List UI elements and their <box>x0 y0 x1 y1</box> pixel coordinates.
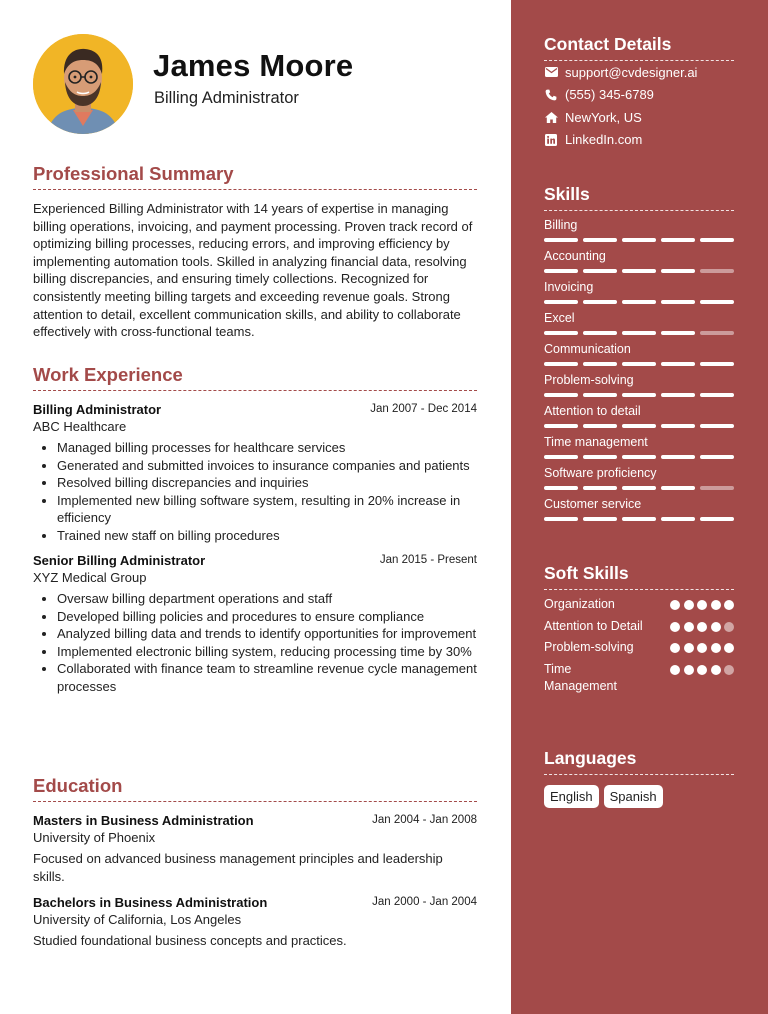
skill-level-segment <box>583 393 617 397</box>
job-title: Billing Administrator <box>33 402 162 417</box>
skill-level-segment <box>700 238 734 242</box>
skill-name: Excel <box>544 311 575 325</box>
contact-heading: Contact Details <box>544 34 734 61</box>
skills-section <box>544 184 734 521</box>
skill-level-segment <box>622 424 656 428</box>
skill-level-segment <box>661 424 695 428</box>
job-dates: Jan 2007 - Dec 2014 <box>370 403 477 415</box>
rating-dot <box>684 665 694 675</box>
job-bullet: • Implemented new billing software system, resulting in 20% increase in efficiency <box>57 492 477 527</box>
job-bullets <box>33 590 477 695</box>
job-bullet: • Collaborated with finance team to streamline revenue cycle management processes <box>57 660 477 695</box>
soft-skills-heading: Soft Skills <box>544 563 734 590</box>
job-bullet: • Trained new staff on billing procedures <box>57 527 477 545</box>
rating-dot <box>670 600 680 610</box>
contact-linkedin[interactable] <box>544 129 734 152</box>
skill-level-segment <box>544 362 578 366</box>
rating-dot <box>697 643 707 653</box>
skill-level-segment <box>661 300 695 304</box>
experience-section <box>33 364 477 695</box>
job-bullet: • Oversaw billing department operations and staff <box>57 590 477 608</box>
skill-item <box>544 496 734 521</box>
skill-level-segment <box>700 517 734 521</box>
skill-item <box>544 341 734 366</box>
job-company: ABC Healthcare <box>33 419 127 434</box>
job-bullet: • Implemented electronic billing system, reducing processing time by 30% <box>57 643 477 661</box>
skill-level-segment <box>583 331 617 335</box>
skill-name: Accounting <box>544 249 606 263</box>
summary-text: Experienced Billing Administrator with 14 years of expertise in managing billing operations, invoicing, and payment processing. Proven track record of optimizing billing processes, reducing errors, and improving efficiency by implementing automation tools. Skilled in analyzing financial data, resolving billing discrepancies, and ensuring timely collections. Recognized for consistently meeting billing targets and exceeding revenue goals. Strong attention to detail, excellent communication skills, and ability to collaborate effectively with cross-functional teams. <box>33 201 473 340</box>
skill-name: Billing <box>544 218 578 232</box>
rating-dot <box>724 600 734 610</box>
candidate-role: Billing Administrator <box>154 89 299 107</box>
skill-level-segment <box>583 424 617 428</box>
skill-level-bar <box>544 331 734 335</box>
job-bullet: • Analyzed billing data and trends to identify opportunities for improvement <box>57 625 477 643</box>
skill-level-segment <box>583 300 617 304</box>
job-bullet: • Generated and submitted invoices to insurance companies and patients <box>57 457 477 475</box>
skill-level-bar <box>544 517 734 521</box>
school-name: University of California, Los Angeles <box>33 912 242 927</box>
skill-level-segment <box>700 331 734 335</box>
skill-level-segment <box>583 362 617 366</box>
languages-heading: Languages <box>544 748 734 775</box>
skill-level-bar <box>544 269 734 273</box>
rating-dot <box>697 600 707 610</box>
job-title: Senior Billing Administrator <box>33 553 206 568</box>
soft-skill-rating <box>667 643 735 653</box>
degree-title: Bachelors in Business Administration <box>33 895 268 910</box>
skill-level-segment <box>622 300 656 304</box>
contact-phone[interactable] <box>544 84 734 107</box>
skill-level-bar <box>544 486 734 490</box>
skill-level-segment <box>700 424 734 428</box>
email-icon <box>544 65 558 79</box>
skill-level-segment <box>622 362 656 366</box>
skill-level-segment <box>622 486 656 490</box>
skill-level-bar <box>544 424 734 428</box>
soft-skill-item <box>544 596 734 614</box>
skill-level-segment <box>661 238 695 242</box>
skill-item <box>544 310 734 335</box>
rating-dot <box>711 622 721 632</box>
skill-level-segment <box>661 331 695 335</box>
skills-heading: Skills <box>544 184 734 211</box>
contact-email[interactable] <box>544 61 734 84</box>
rating-dot <box>711 600 721 610</box>
soft-skills-list <box>544 596 734 696</box>
soft-skill-rating <box>667 665 735 675</box>
skill-level-segment <box>544 455 578 459</box>
education-heading: Education <box>33 775 477 802</box>
rating-dot <box>724 665 734 675</box>
job-bullet: • Managed billing processes for healthcare services <box>57 439 477 457</box>
skill-name: Invoicing <box>544 280 594 294</box>
skill-level-segment <box>661 362 695 366</box>
skill-item <box>544 403 734 428</box>
education-entry <box>33 894 477 950</box>
skill-level-segment <box>544 269 578 273</box>
skill-level-segment <box>544 331 578 335</box>
skill-item <box>544 465 734 490</box>
skill-level-segment <box>583 486 617 490</box>
skill-level-bar <box>544 455 734 459</box>
soft-skill-rating <box>667 600 735 610</box>
skill-level-segment <box>622 393 656 397</box>
education-description: Focused on advanced business management principles and leadership skills. <box>33 851 443 884</box>
skill-level-segment <box>700 269 734 273</box>
skill-level-segment <box>622 517 656 521</box>
rating-dot <box>711 643 721 653</box>
skill-level-segment <box>661 455 695 459</box>
skill-level-segment <box>661 269 695 273</box>
skill-name: Customer service <box>544 497 642 511</box>
rating-dot <box>724 643 734 653</box>
skill-name: Software proficiency <box>544 466 657 480</box>
skill-level-segment <box>700 486 734 490</box>
rating-dot <box>697 665 707 675</box>
summary-section <box>33 163 477 341</box>
skill-level-segment <box>544 393 578 397</box>
candidate-name: James Moore <box>153 48 354 83</box>
skill-level-segment <box>583 517 617 521</box>
language-list <box>544 785 734 808</box>
skill-name: Time management <box>544 435 648 449</box>
soft-skill-name: Attention to Detail <box>544 618 643 633</box>
skill-level-segment <box>544 300 578 304</box>
phone-text: (555) 345-6789 <box>565 87 654 103</box>
contact-location <box>544 106 734 129</box>
skill-level-bar <box>544 362 734 366</box>
skill-name: Problem-solving <box>544 373 634 387</box>
rating-dot <box>684 643 694 653</box>
skill-item <box>544 372 734 397</box>
soft-skill-rating <box>667 622 735 632</box>
skill-level-segment <box>622 269 656 273</box>
location-text: NewYork, US <box>565 109 642 125</box>
skill-level-segment <box>544 517 578 521</box>
education-dates: Jan 2000 - Jan 2004 <box>372 896 477 908</box>
skill-item <box>544 434 734 459</box>
education-dates: Jan 2004 - Jan 2008 <box>372 814 477 826</box>
skill-level-segment <box>544 486 578 490</box>
linkedin-text[interactable]: LinkedIn.com <box>565 132 643 148</box>
skill-level-segment <box>622 238 656 242</box>
school-name: University of Phoenix <box>33 830 156 845</box>
job-entry <box>33 401 477 544</box>
education-description: Studied foundational business concepts and practices. <box>33 933 347 948</box>
skills-list <box>544 217 734 521</box>
summary-heading: Professional Summary <box>33 163 477 190</box>
job-dates: Jan 2015 - Present <box>379 554 477 566</box>
skill-level-segment <box>544 424 578 428</box>
experience-heading: Work Experience <box>33 364 477 391</box>
linkedin-icon <box>544 133 558 147</box>
skill-level-segment <box>661 517 695 521</box>
skill-item <box>544 248 734 273</box>
rating-dot <box>670 665 680 675</box>
skill-level-segment <box>583 269 617 273</box>
education-entry <box>33 812 477 886</box>
education-section <box>33 775 477 950</box>
skill-level-segment <box>661 486 695 490</box>
soft-skill-name: Time Management <box>544 661 617 693</box>
skill-level-segment <box>622 331 656 335</box>
rating-dot <box>684 600 694 610</box>
home-icon <box>544 110 558 124</box>
language-tag: English <box>544 785 599 808</box>
skill-level-segment <box>700 300 734 304</box>
email-text[interactable]: support@cvdesigner.ai <box>565 64 698 80</box>
job-entry <box>33 552 477 695</box>
skill-name: Attention to detail <box>544 404 641 418</box>
job-company: XYZ Medical Group <box>33 570 147 585</box>
avatar <box>33 34 133 134</box>
skill-level-bar <box>544 300 734 304</box>
skill-level-segment <box>622 455 656 459</box>
rating-dot <box>670 643 680 653</box>
sidebar <box>511 0 768 1014</box>
phone-icon <box>544 88 558 102</box>
rating-dot <box>697 622 707 632</box>
job-bullet: • Developed billing policies and procedures to ensure compliance <box>57 608 477 626</box>
skill-level-bar <box>544 238 734 242</box>
soft-skills-section <box>544 563 734 696</box>
soft-skill-item <box>544 639 734 657</box>
skill-item <box>544 217 734 242</box>
skill-level-segment <box>583 455 617 459</box>
rating-dot <box>684 622 694 632</box>
soft-skill-name: Problem-solving <box>544 640 634 654</box>
job-bullets <box>33 439 477 544</box>
skill-level-segment <box>583 238 617 242</box>
rating-dot <box>724 622 734 632</box>
skill-item <box>544 279 734 304</box>
soft-skill-item <box>544 618 734 636</box>
skill-level-segment <box>700 455 734 459</box>
skill-level-bar <box>544 393 734 397</box>
contact-section <box>544 34 734 151</box>
skill-level-segment <box>661 393 695 397</box>
skill-level-segment <box>544 238 578 242</box>
languages-section <box>544 748 734 808</box>
skill-name: Communication <box>544 342 631 356</box>
skill-level-segment <box>700 393 734 397</box>
language-tag: Spanish <box>604 785 663 808</box>
skill-level-segment <box>700 362 734 366</box>
resume-header <box>33 34 493 134</box>
soft-skill-name: Organization <box>544 597 615 611</box>
rating-dot <box>711 665 721 675</box>
degree-title: Masters in Business Administration <box>33 813 254 828</box>
profile-photo <box>33 34 133 134</box>
soft-skill-item <box>544 661 734 696</box>
rating-dot <box>670 622 680 632</box>
job-bullet: • Resolved billing discrepancies and inquiries <box>57 474 477 492</box>
